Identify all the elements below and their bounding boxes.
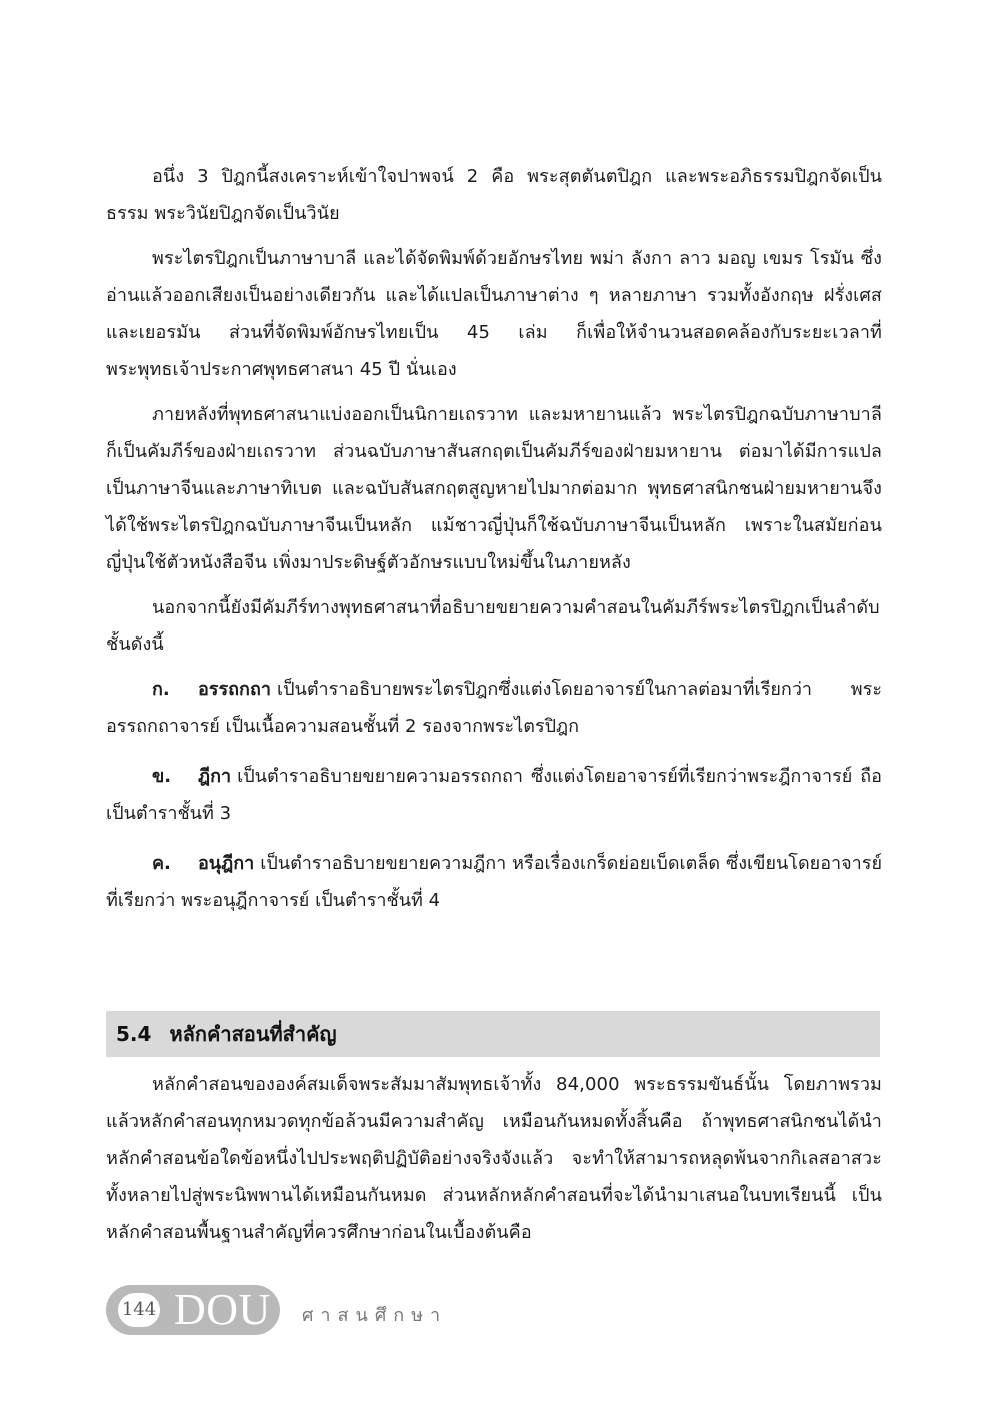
section-number: 5.4 — [116, 1022, 152, 1046]
paragraph-tripitaka-language: พระไตรปิฎกเป็นภาษาบาลี และได้จัดพิมพ์ด้วยอักษรไทย พม่า ลังกา ลาว มอญ เขมร โรมัน ซึ่งอ่านแล้วออกเสียงเป็นอย่างเดียวกัน และได้แปลเป็นภาษาต่าง ๆ หลายภาษา รวมทั้งอังกฤษ ฝรั่งเศส และเยอรมัน ส่วนที่จัดพิมพ์อักษรไทยเป็น 45 เล่ม ก็เพื่อให้จำนวนสอดคล้องกับระยะเวลาที่พระพุทธเจ้าประกาศพุทธศาสนา 45 ปี นั่นเอง — [106, 248, 882, 380]
commentary-item-tika — [106, 758, 882, 832]
commentary-text: เป็นตำราอธิบายขยายความอรรถกถา ซึ่งแต่งโดยอาจารย์ที่เรียกว่าพระฎีกาจารย์ ถือเป็นตำราชั้นที่ 3 — [106, 766, 882, 824]
commentary-term: อนุฎีกา — [198, 853, 255, 874]
list-marker: ก. — [152, 679, 170, 700]
list-marker: ข. — [152, 766, 172, 787]
commentary-item-anutika — [106, 845, 882, 919]
paragraph-tripitaka-classification: อนึ่ง 3 ปิฎกนี้สงเคราะห์เข้าใจปาพจน์ 2 คือ พระสุตตันตปิฎก และพระอภิธรรมปิฎกจัดเป็นธรรม พระวินัยปิฎกจัดเป็นวินัย — [106, 166, 882, 224]
commentary-term: ฎีกา — [198, 766, 232, 787]
commentary-text: เป็นตำราอธิบายขยายความฎีกา หรือเรื่องเกร็ดย่อยเบ็ดเตล็ด ซึ่งเขียนโดยอาจารย์ที่เรียกว่า พระอนุฎีกาจารย์ เป็นตำราชั้นที่ 4 — [106, 853, 882, 911]
section-heading — [106, 1011, 880, 1057]
book-title: ศาสนศึกษา — [302, 1305, 448, 1326]
commentary-item-atthakatha — [106, 671, 882, 745]
body-text — [106, 158, 882, 932]
list-marker: ค. — [152, 853, 171, 874]
paragraph-tripitaka-history: ภายหลังที่พุทธศาสนาแบ่งออกเป็นนิกายเถรวาท และมหายานแล้ว พระไตรปิฎกฉบับภาษาบาลีก็เป็นคัมภีร์ของฝ่ายเถรวาท ส่วนฉบับภาษาสันสกฤตเป็นคัมภีร์ของฝ่ายมหายาน ต่อมาได้มีการแปลเป็นภาษาจีนและภาษาทิเบต และฉบับสันสกฤตสูญหายไปมากต่อมาก พุทธศาสนิกชนฝ่ายมหายานจึงได้ใช้พระไตรปิฎกฉบับภาษาจีนเป็นหลัก แม้ชาวญี่ปุ่นก็ใช้ฉบับภาษาจีนเป็นหลัก เพราะในสมัยก่อนญี่ปุ่นใช้ตัวหนังสือจีน เพิ่งมาประดิษฐ์ตัวอักษรแบบใหม่ขึ้นในภายหลัง — [106, 404, 882, 573]
commentary-term: อรรถกถา — [198, 679, 271, 700]
paragraph-core-teachings: หลักคำสอนขององค์สมเด็จพระสัมมาสัมพุทธเจ้าทั้ง 84,000 พระธรรมขันธ์นั้น โดยภาพรวมแล้วหลักคำสอนทุกหมวดทุกข้อล้วนมีความสำคัญ เหมือนกันหมดทั้งสิ้นคือ ถ้าพุทธศาสนิกชนได้นำหลักคำสอนข้อใดข้อหนึ่งไปประพฤติปฏิบัติอย่างจริงจังแล้ว จะทำให้สามารถหลุดพ้นจากกิเลสอาสวะทั้งหลายไปสู่พระนิพพานได้เหมือนกันหมด ส่วนหลักหลักคำสอนที่จะได้นำมาเสนอในบทเรียนนี้ เป็นหลักคำสอนพื้นฐานสำคัญที่ควรศึกษาก่อนในเบื้องต้นคือ — [106, 1074, 882, 1243]
commentary-text: เป็นตำราอธิบายพระไตรปิฎกซึ่งแต่งโดยอาจารย์ในกาลต่อมาที่เรียกว่า พระอรรถกถาจารย์ เป็นเนื้อความสอนชั้นที่ 2 รองจากพระไตรปิฎก — [106, 679, 882, 737]
page-footer — [106, 1285, 606, 1337]
page-number: 144 — [118, 1293, 160, 1327]
section-body — [106, 1066, 882, 1264]
paragraph-commentary-intro: นอกจากนี้ยังมีคัมภีร์ทางพุทธศาสนาที่อธิบายขยายความคำสอนในคัมภีร์พระไตรปิฎกเป็นลำดับชั้นดังนี้ — [106, 597, 880, 655]
dou-logo: DOU — [174, 1285, 271, 1334]
footer-badge — [106, 1285, 280, 1335]
section-title: หลักคำสอนที่สำคัญ — [169, 1022, 337, 1046]
